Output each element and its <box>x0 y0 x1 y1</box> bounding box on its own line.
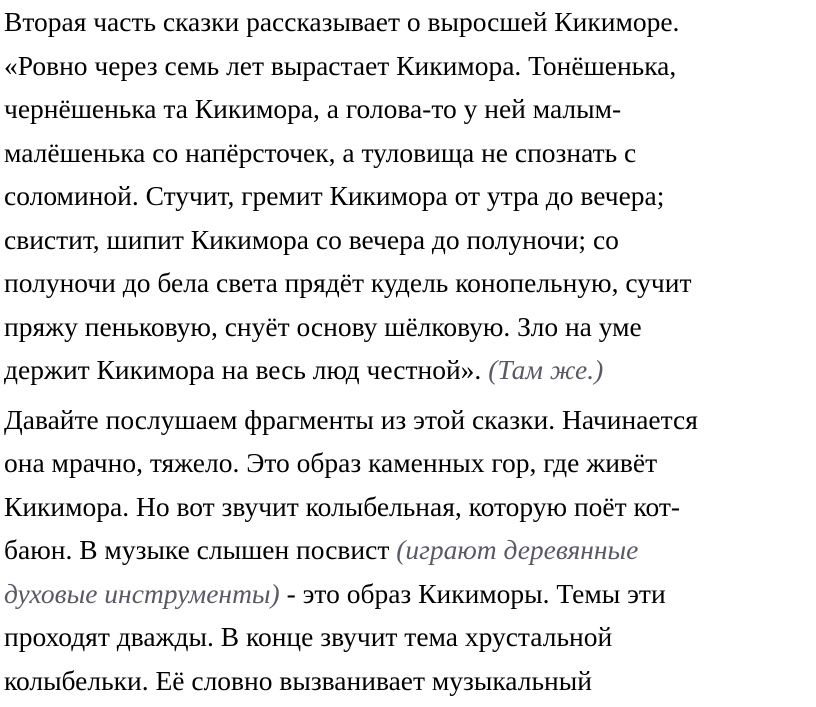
text-line <box>4 348 814 392</box>
text-segment: баюн. В музыке слышен посвист <box>4 534 397 565</box>
text-line: чернёшенька та Кикимора, а голова-то у ней малым- <box>4 93 622 124</box>
text-line <box>4 572 814 616</box>
text-line: Кикимора. Но вот звучит колыбельная, которую поёт кот- <box>4 490 681 522</box>
text-segment: держит Кикимора на весь люд честной». <box>4 354 489 385</box>
italic-remark: (играют деревянные <box>396 534 639 565</box>
text-line: Давайте послушаем фрагменты из этой сказки. Начинается <box>4 403 698 435</box>
paragraph-1 <box>4 0 814 392</box>
text-line: проходят дважды. В конце звучит тема хрустальной <box>4 621 613 652</box>
text-line: Вторая часть сказки рассказывает о выросшей Кикиморе. <box>4 6 680 37</box>
text-line: малёшенька со напёрсточек, а туловища не спознать с <box>4 136 637 168</box>
text-line: она мрачно, тяжело. Это образ каменных гор, где живёт <box>4 447 658 478</box>
citation: (Там же.) <box>488 354 604 385</box>
text-line: колыбельки. Её словно вызванивает музыкальный <box>4 664 592 696</box>
paragraph-2 <box>4 398 814 703</box>
text-line: свистит, шипит Кикимора со вечера до полуночи; со <box>4 223 619 255</box>
text-line <box>4 528 814 572</box>
text-segment: - это образ Кикиморы. Темы эти <box>279 577 666 609</box>
text-line: полуночи до бела света прядёт кудель конопельную, сучит <box>4 267 692 298</box>
text-line: пряжу пеньковую, снуёт основу шёлковую. Зло на уме <box>4 310 642 342</box>
italic-remark: духовые инструменты) <box>4 577 280 609</box>
document-page <box>4 0 814 702</box>
text-line: соломиной. Стучит, гремит Кикимора от утра до вечера; <box>4 180 665 211</box>
text-line: «Ровно через семь лет вырастает Кикимора. Тонёшенька, <box>4 49 677 81</box>
